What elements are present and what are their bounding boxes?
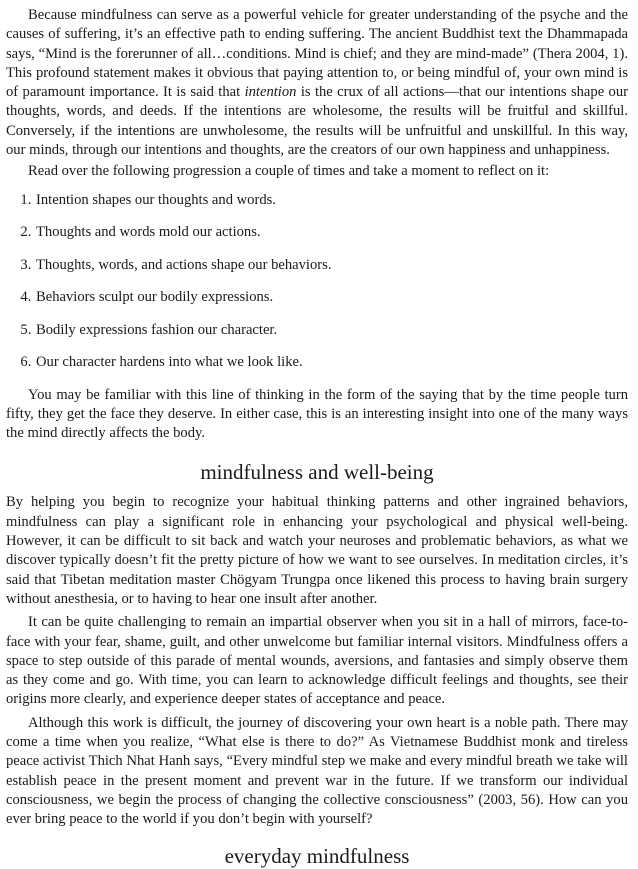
intro-text-part-1: Because mindfulness can serve as a powerful vehicle for greater understanding of the psyche and the causes of suffering, it’s an effective path to ending suffering. The ancient Buddhist text the Dhammapada says, “Mind is the forerunner of all…conditions. Mind is chief; and they are mind-made” (Thera 2004, 1). This profound statement makes it obvious that paying attention to, or being mindful of, your own mind is of paramount importance. It is said that — [6, 7, 628, 101]
section-heading-everyday: everyday mindfulness — [224, 843, 410, 868]
list-item: 3. Thoughts, words, and actions shape our behaviors. — [35, 256, 628, 275]
intention-emphasis: intention — [244, 84, 297, 101]
list-item: 4. Behaviors sculpt our bodily expressions. — [35, 288, 628, 307]
list-item: 5. Bodily expressions fashion our character. — [35, 321, 628, 340]
familiar-paragraph: You may be familiar with this line of thinking in the form of the saying that by the time people turn fifty, they get the face they deserve. In either case, this is an interesting insight into one of the many ways the mind directly affects the body. — [6, 386, 628, 442]
wellbeing-paragraph-3: Although this work is difficult, the journey of discovering your own heart is a noble path. There may come a time when you realize, “What else is there to do?” As Vietnamese Buddhist monk and tireless peace activist Thich Nhat Hanh says, “Every mindful step we make and every mindful breath we take will establish peace in the present moment and prevent war in the future. If we transform our individual consciousness, we begin the process of changing the collective consciousness” (2003, 56). How can you ever bring peace to the world if you don’t begin with yourself? — [6, 714, 628, 828]
intro-paragraph — [6, 6, 628, 160]
section-heading-wellbeing: mindfulness and well-being — [200, 460, 434, 485]
list-item: 6. Our character hardens into what we look like. — [35, 353, 628, 372]
progression-list — [6, 191, 628, 373]
list-item: 2. Thoughts and words mold our actions. — [35, 223, 628, 242]
wellbeing-paragraph-2: It can be quite challenging to remain an impartial observer when you sit in a hall of mirrors, face-to-face with your fear, shame, guilt, and other unwelcome but familiar internal visitors. Mindfulness offers a space to step outside of this parade of mental wounds, aversions, and fantasies and simply observe them as they come and go. With time, you can learn to acknowledge difficult feelings and thoughts, see their origins more clearly, and experience deeper states of acceptance and peace. — [6, 614, 628, 708]
wellbeing-paragraph-1: By helping you begin to recognize your habitual thinking patterns and other ingrained behaviors, mindfulness can play a significant role in enhancing your psychological and physical well-being. However, it can be difficult to sit back and watch your neuroses and problematic behaviors, as what we discover typically doesn’t fit the pretty picture of how we want to see ourselves. In meditation circles, it’s said that Tibetan meditation master Chögyam Trungpa once likened this process to having brain surgery without anesthesia, or to having to hear one insult after another. — [6, 494, 628, 607]
list-item: 1. Intention shapes our thoughts and words. — [35, 191, 628, 210]
intro-text-part-2: is the crux of all actions—that our intentions shape our thoughts, words, and deeds. If the intentions are wholesome, the results will be fruitful and skillful. Conversely, if the intentions are unwholesome, the results will be unfruitful and unskillful. In this way, our minds, through our intentions and thoughts, are the creators of our own happiness and unhappiness. — [6, 84, 629, 159]
reflect-paragraph: Read over the following progression a couple of times and take a moment to reflect on it: — [28, 163, 550, 180]
